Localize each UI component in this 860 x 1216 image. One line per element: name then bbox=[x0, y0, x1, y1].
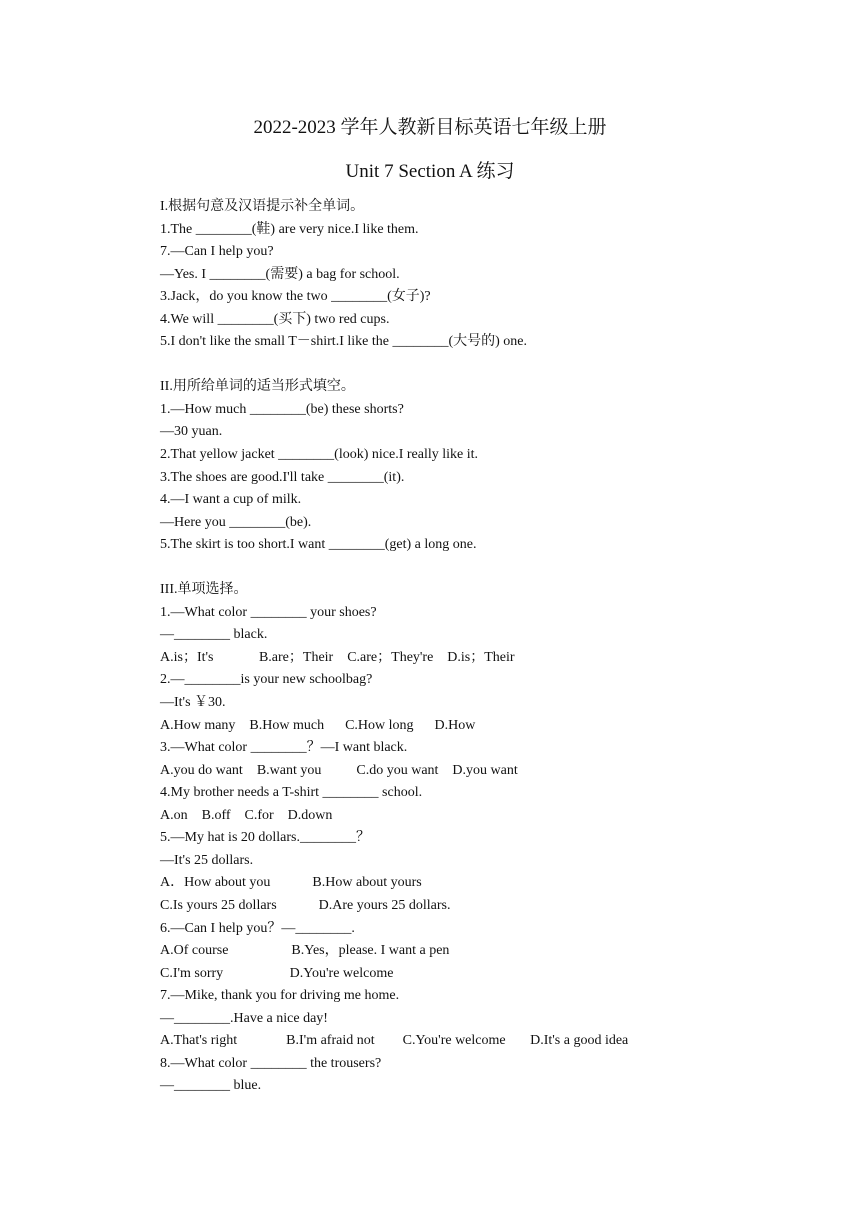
text-line: A.on B.off C.for D.down bbox=[160, 807, 333, 823]
text-line: 6.—Can I help you？—________. bbox=[160, 920, 355, 936]
text-line: 4.—I want a cup of milk. bbox=[160, 492, 302, 508]
text-line: A．How about you B.How about yours bbox=[160, 875, 422, 891]
text-line: A.is；It's B.are；Their C.are；They're D.is；Their bbox=[160, 649, 515, 665]
text-line: C.I'm sorry D.You're welcome bbox=[160, 965, 394, 981]
text-line: 7.—Mike, thank you for driving me home. bbox=[160, 988, 400, 1004]
text-line: 2.—________is your new schoolbag? bbox=[160, 672, 373, 688]
text-line: —30 yuan. bbox=[160, 424, 223, 440]
text-line: —Yes. I ________(需要) a bag for school. bbox=[160, 266, 400, 282]
text-line: 8.—What color ________ the trousers? bbox=[160, 1055, 382, 1071]
text-line: II.用所给单词的适当形式填空。 bbox=[160, 379, 355, 395]
text-line: 7.—Can I help you? bbox=[160, 244, 274, 260]
text-line: —________ blue. bbox=[160, 1078, 262, 1094]
text-line: —________.Have a nice day! bbox=[160, 1010, 328, 1026]
text-line: 1.The ________(鞋) are very nice.I like them. bbox=[160, 221, 419, 237]
text-line: C.Is yours 25 dollars D.Are yours 25 dollars. bbox=[160, 897, 451, 913]
text-line bbox=[160, 354, 780, 377]
text-line: 4.We will ________(买下) two red cups. bbox=[160, 311, 390, 327]
text-line: III.单项选择。 bbox=[160, 582, 248, 598]
text-line: A.How many B.How much C.How long D.How bbox=[160, 717, 476, 733]
document-title: 2022-2023 学年人教新目标英语七年级上册 bbox=[253, 117, 607, 138]
text-line: —Here you ________(be). bbox=[160, 514, 312, 530]
text-line: —It's 25 dollars. bbox=[160, 852, 254, 868]
text-line bbox=[160, 557, 780, 580]
text-line: 3.The shoes are good.I'll take ________(it). bbox=[160, 469, 405, 485]
exercise-body bbox=[160, 196, 780, 1098]
text-line: 1.—How much ________(be) these shorts? bbox=[160, 401, 404, 417]
text-line: A.That's right B.I'm afraid not C.You're welcome D.It's a good idea bbox=[160, 1033, 629, 1049]
text-line: I.根据句意及汉语提示补全单词。 bbox=[160, 199, 365, 214]
text-line: 3.Jack，do you know the two ________(女子)? bbox=[160, 289, 431, 305]
document-subtitle: Unit 7 Section A 练习 bbox=[345, 161, 515, 182]
text-line: 4.My brother needs a T-shirt ________ school. bbox=[160, 785, 423, 801]
text-line: 5.—My hat is 20 dollars.________？ bbox=[160, 830, 370, 846]
text-line: 2.That yellow jacket ________(look) nice.I really like it. bbox=[160, 447, 479, 463]
text-line: 5.I don't like the small T－shirt.I like the ________(大号的) one. bbox=[160, 334, 527, 350]
text-line: A.you do want B.want you C.do you want D.you want bbox=[160, 762, 518, 778]
text-line: 5.The skirt is too short.I want ________(get) a long one. bbox=[160, 537, 477, 553]
text-line: —________ black. bbox=[160, 627, 268, 643]
text-line: 1.—What color ________ your shoes? bbox=[160, 604, 377, 620]
text-line: —It's ￥30. bbox=[160, 695, 226, 711]
text-line: 3.—What color ________？—I want black. bbox=[160, 740, 408, 756]
text-line: A.Of course B.Yes，please. I want a pen bbox=[160, 943, 450, 959]
